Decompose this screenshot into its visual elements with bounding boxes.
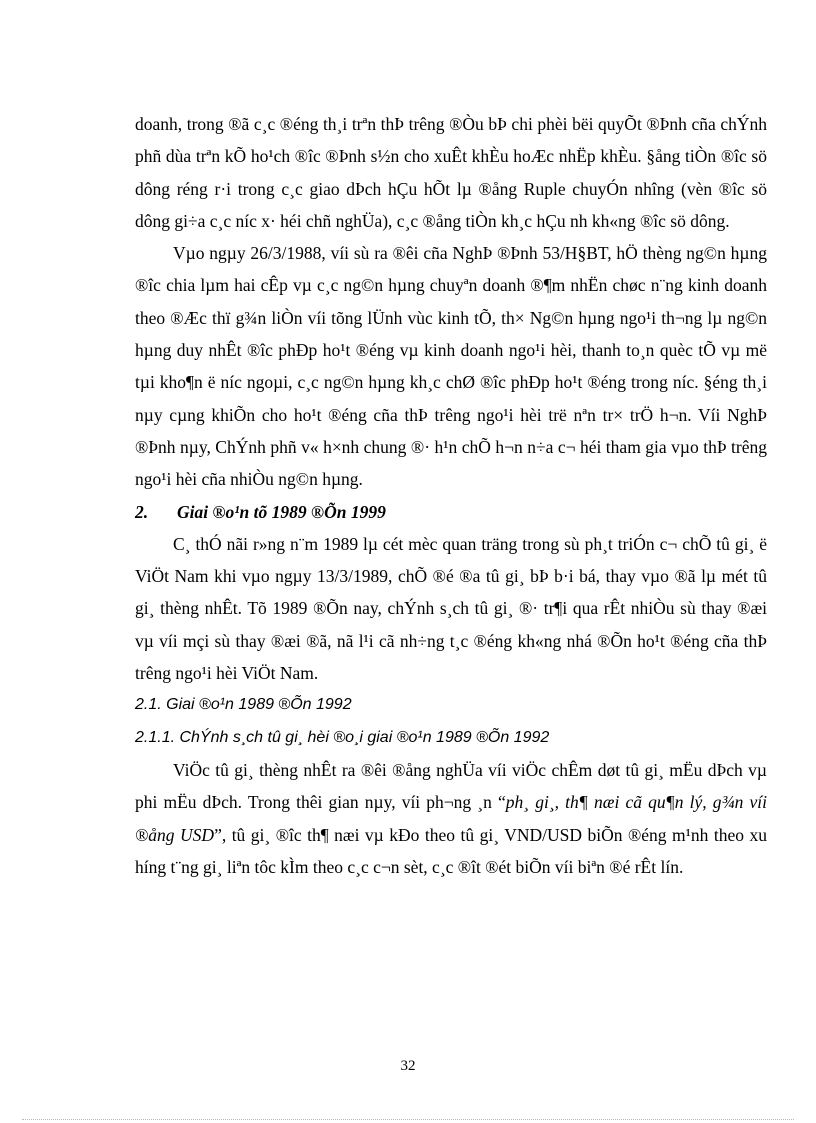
page-edge-divider [22, 1119, 794, 1120]
subsection-heading: 2.1. Giai ®o¹n 1989 ®Õn 1992 [135, 696, 352, 714]
subsubsection-heading: 2.1.1. ChÝnh s¸ch tû gi¸ hèi ®o¸i giai ®o¹n 1989 ®Õn 1992 [135, 728, 550, 746]
section-title: Giai ®o¹n tõ 1989 ®Õn 1999 [177, 501, 386, 522]
paragraph-3: C¸ thÓ nãi r»ng n¨m 1989 lµ cét mèc quan träng trong sù ph¸t triÓn c¬ chÕ tû gi¸ ë ViÖt Nam khi vµo ngµy 13/3/1989, chÕ ®é ®a tû gi¸ bÞ b·i bá, thay vµo ®ã lµ mét tû gi¸ thèng nhÊt. Tõ 1989 ®Õn nay, chÝnh s¸ch tû gi¸ ®· tr¶i qua rÊt nhiÒu sù thay ®æi vµ víi mçi sù thay ®æi ®ã, nã l¹i cã nh÷ng t¸c ®éng kh«ng nhá ®Õn ho¹t ®éng cña thÞ trêng ngo¹i hèi ViÖt Nam. [135, 533, 767, 684]
page-number: 32 [400, 1058, 416, 1074]
page-body [135, 108, 767, 883]
paragraph-4 [135, 754, 767, 883]
paragraph-4-quote: ph¸ gi¸, th¶ næi cã qu¶n lý, g¾n víi ®ång USD [135, 792, 767, 845]
section-heading [135, 496, 767, 528]
paragraph-1: doanh, trong ®ã c¸c ®éng th¸i trªn thÞ trêng ®Òu bÞ chi phèi bëi quyÕt ®Þnh cña chÝnh phñ dùa trªn kÕ ho¹ch ®îc ®Þnh s½n cho xuÊt khÈu hoÆc nhËp khÈu. §ång tiÒn ®îc sö dông réng r·i trong c¸c giao dÞch hÇu hÕt lµ ®ång Ruple chuyÓn nhîng (vèn ®îc sö dông gi÷a c¸c níc x· héi chñ nghÜa), c¸c ®ång tiÒn kh¸c hÇu nh kh«ng ®îc sö dông. [135, 114, 767, 231]
paragraph-4-text-end: ”, tû gi¸ ®îc th¶ næi vµ kÐo theo tû gi¸ VND/USD biÕn ®éng m¹nh theo xu híng t¨ng gi¸ liªn tôc kÌm theo c¸c c¬n sèt, c¸c ®ît ®ét biÕn víi biªn ®é rÊt lín. [135, 824, 767, 877]
paragraph-4-text-start: ViÖc tû gi¸ thèng nhÊt ra ®êi ®ång nghÜa víi viÖc chÊm døt tû gi¸ mËu dÞch vµ phi mËu dÞch. Trong thêi gian nµy, víi ph¬ng ¸n “ [135, 759, 767, 813]
paragraph-2: Vµo ngµy 26/3/1988, víi sù ra ®êi cña NghÞ ®Þnh 53/H§BT, hÖ thèng ng©n hµng ®îc chia lµm hai cÊp vµ c¸c ng©n hµng chuyªn doanh ®¶m nhËn chøc n¨ng kinh doanh theo ®Æc thï g¾n liÒn víi tõng lÜnh vùc kinh tÕ, th× Ng©n hµng ngo¹i th¬ng lµ ng©n hµng duy nhÊt ®îc phÐp ho¹t ®éng vµ kinh doanh ngo¹i hèi, thanh to¸n quèc tÕ vµ më tµi kho¶n ë níc ngoµi, c¸c ng©n hµng kh¸c chØ ®îc phÐp ho¹t ®éng trong níc. §éng th¸i nµy cµng khiÕn cho ho¹t ®éng cña thÞ trêng ngo¹i hèi trë nªn tr× trÖ h¬n. Víi NghÞ ®Þnh nµy, ChÝnh phñ v« h×nh chung ®· h¹n chÕ h¬n n÷a c¬ héi tham gia vµo thÞ trêng ngo¹i hèi cña nhiÒu ng©n hµng. [135, 243, 767, 490]
section-number: 2. [135, 501, 149, 522]
